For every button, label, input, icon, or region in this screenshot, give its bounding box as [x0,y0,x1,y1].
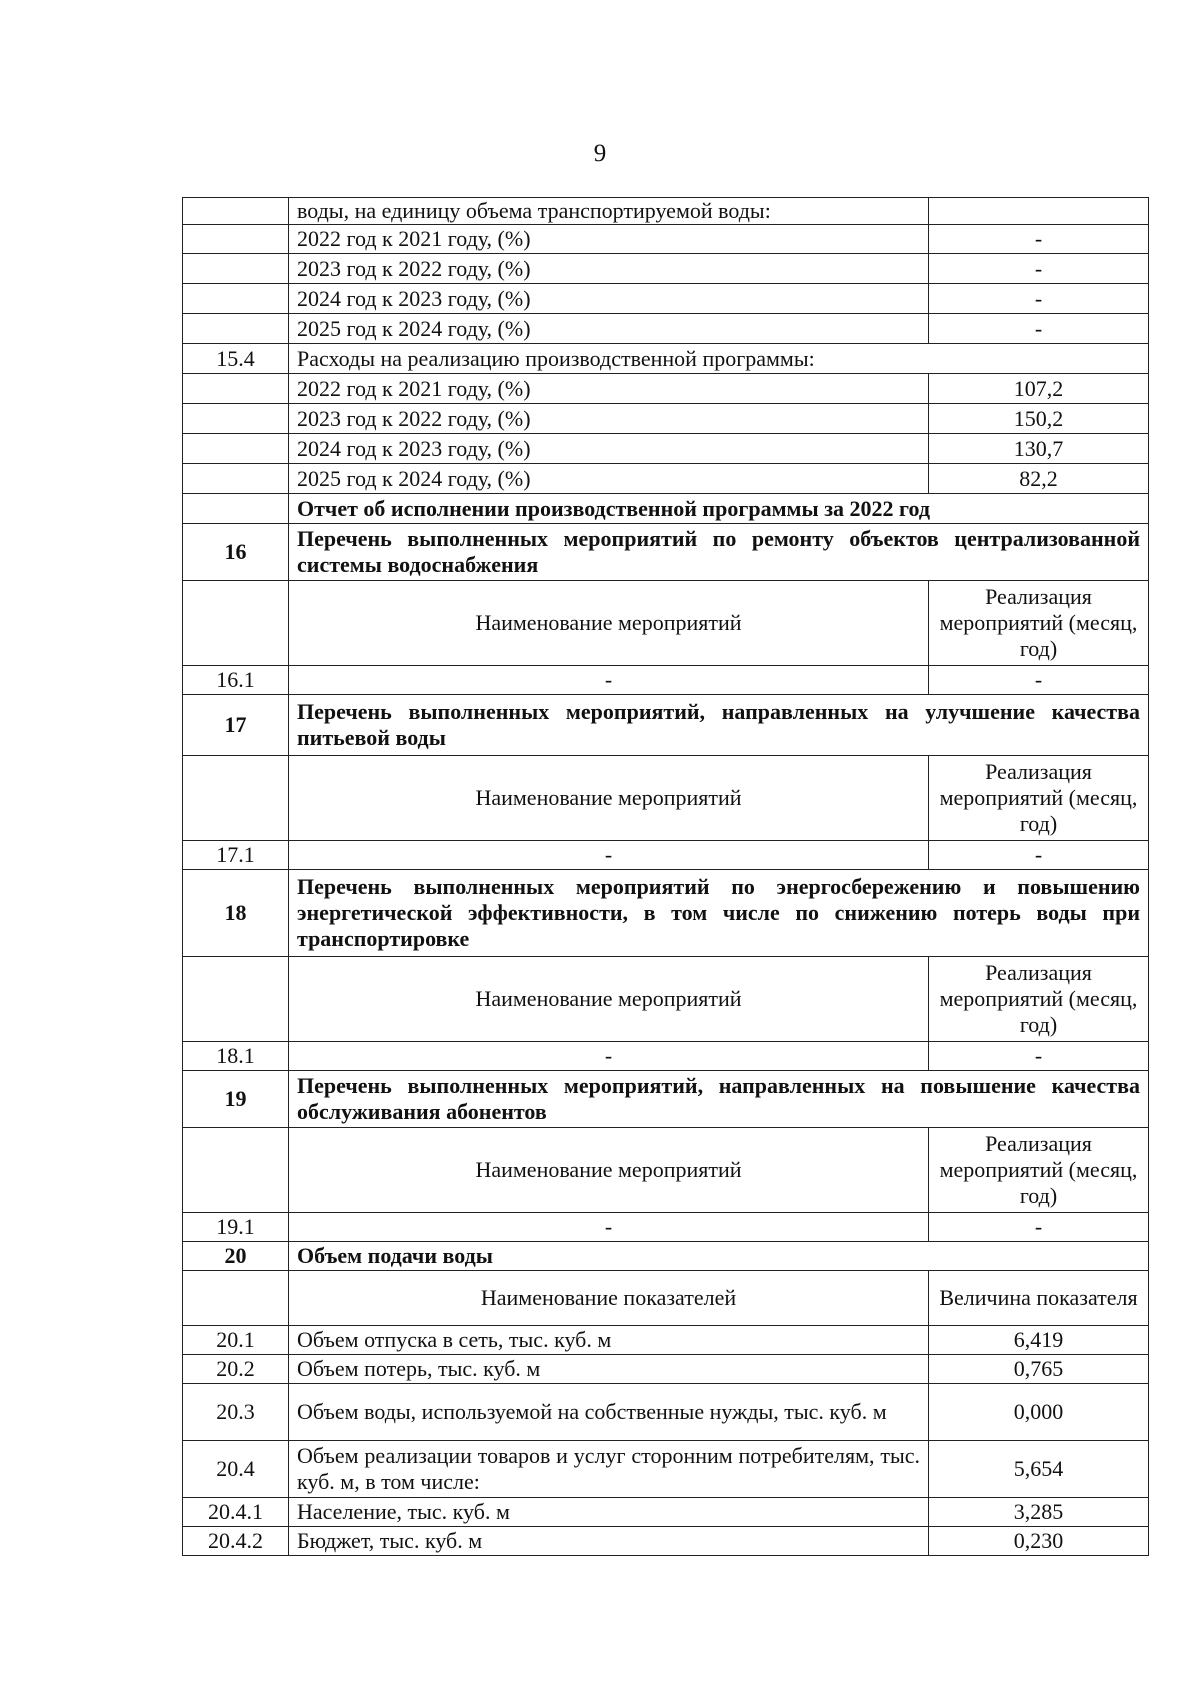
row-label: 2022 год к 2021 году, (%) [289,374,929,404]
section-title: Перечень выполненных мероприятий, направленных на улучшение качества питьевой воды [289,695,1149,756]
row-number: 20.3 [183,1384,289,1441]
table-row [183,314,1149,344]
report-title: Отчет об исполнении производственной программы за 2022 год [289,494,1149,524]
section-header-row [183,870,1149,957]
row-number [183,254,289,284]
row-number: 19.1 [183,1213,289,1242]
section-number: 18 [183,870,289,957]
row-value: 3,285 [929,1498,1149,1527]
row-label: Объем отпуска в сеть, тыс. куб. м [289,1326,929,1355]
row-value: 150,2 [929,404,1149,434]
table-row [183,1213,1149,1242]
row-label: - [289,1213,929,1242]
section-title: Перечень выполненных мероприятий по энергосбережению и повышению энергетической эффективности, в том числе по снижению потерь воды при транспортировке [289,870,1149,957]
row-label: Объем потерь, тыс. куб. м [289,1355,929,1384]
row-label: Бюджет, тыс. куб. м [289,1527,929,1556]
table-row [183,1527,1149,1556]
column-header-value: Реализация мероприятий (месяц, год) [929,1128,1149,1213]
row-value: 130,7 [929,434,1149,464]
row-number: 20.4.2 [183,1527,289,1556]
row-value: - [929,314,1149,344]
row-value: 0,230 [929,1527,1149,1556]
row-label: 2022 год к 2021 году, (%) [289,225,929,254]
table-row [183,284,1149,314]
row-number [183,284,289,314]
row-label: - [289,841,929,870]
row-number: 20.4 [183,1441,289,1498]
row-number: 20.2 [183,1355,289,1384]
row-value: 6,419 [929,1326,1149,1355]
row-value: 5,654 [929,1441,1149,1498]
section-header-row [183,524,1149,581]
page-number: 9 [593,140,607,167]
row-label: Население, тыс. куб. м [289,1498,929,1527]
row-number: 18.1 [183,1042,289,1071]
table-row [183,404,1149,434]
table-row [183,254,1149,284]
row-value: 82,2 [929,464,1149,494]
row-number [183,225,289,254]
row-value [929,198,1149,225]
row-value: 0,000 [929,1384,1149,1441]
column-header-value: Реализация мероприятий (месяц, год) [929,957,1149,1042]
row-label: 2023 год к 2022 году, (%) [289,254,929,284]
table-row [183,666,1149,695]
table-row [183,1355,1149,1384]
column-header-row [183,581,1149,666]
column-header-row [183,1271,1149,1326]
column-header-name: Наименование мероприятий [289,581,929,666]
table-row [183,841,1149,870]
row-value: - [929,254,1149,284]
table-row [183,1042,1149,1071]
section-number: 19 [183,1071,289,1128]
section-title: Перечень выполненных мероприятий, направленных на повышение качества обслуживания абонентов [289,1071,1149,1128]
row-value: - [929,1042,1149,1071]
table-row [183,225,1149,254]
row-value: - [929,666,1149,695]
row-number: 16.1 [183,666,289,695]
section-header-row [183,1242,1149,1271]
row-label: 2025 год к 2024 году, (%) [289,314,929,344]
column-header-name: Наименование мероприятий [289,1128,929,1213]
section-number: 17 [183,695,289,756]
row-label: - [289,1042,929,1071]
column-header-row [183,756,1149,841]
row-value: 107,2 [929,374,1149,404]
column-header-row [183,1128,1149,1213]
section-number: 20 [183,1242,289,1271]
row-label: Расходы на реализацию производственной программы: [289,344,1149,374]
table-row [183,1441,1149,1498]
row-label: - [289,666,929,695]
row-label: 2025 год к 2024 году, (%) [289,464,929,494]
section-title: Объем подачи воды [289,1242,1149,1271]
report-title-row [183,494,1149,524]
table-row [183,1326,1149,1355]
table-row [183,1384,1149,1441]
row-label: воды, на единицу объема транспортируемой воды: [289,198,929,225]
row-label: Объем реализации товаров и услуг сторонним потребителям, тыс. куб. м, в том числе: [289,1441,929,1498]
row-number: 15.4 [183,344,289,374]
column-header-value: Реализация мероприятий (месяц, год) [929,756,1149,841]
row-label: Объем воды, используемой на собственные нужды, тыс. куб. м [289,1384,929,1441]
row-label: 2023 год к 2022 году, (%) [289,404,929,434]
row-value: - [929,1213,1149,1242]
section-title: Перечень выполненных мероприятий по ремонту объектов централизованной системы водоснабжения [289,524,1149,581]
row-value: - [929,841,1149,870]
table-row [183,464,1149,494]
row-value: 0,765 [929,1355,1149,1384]
table-row [183,374,1149,404]
row-number [183,198,289,225]
column-header-name: Наименование мероприятий [289,756,929,841]
row-number: 17.1 [183,841,289,870]
column-header-value: Величина показателя [929,1271,1149,1326]
row-value: - [929,225,1149,254]
column-header-row [183,957,1149,1042]
table-row [183,344,1149,374]
column-header-name: Наименование мероприятий [289,957,929,1042]
row-number: 20.4.1 [183,1498,289,1527]
row-number: 20.1 [183,1326,289,1355]
table-row [183,1498,1149,1527]
row-value: - [929,284,1149,314]
table-row [183,434,1149,464]
indicators-table [182,197,1149,1556]
section-header-row [183,1071,1149,1128]
row-number [183,314,289,344]
row-label: 2024 год к 2023 году, (%) [289,434,929,464]
table-row [183,198,1149,225]
section-number: 16 [183,524,289,581]
row-label: 2024 год к 2023 году, (%) [289,284,929,314]
column-header-name: Наименование показателей [289,1271,929,1326]
section-header-row [183,695,1149,756]
column-header-value: Реализация мероприятий (месяц, год) [929,581,1149,666]
